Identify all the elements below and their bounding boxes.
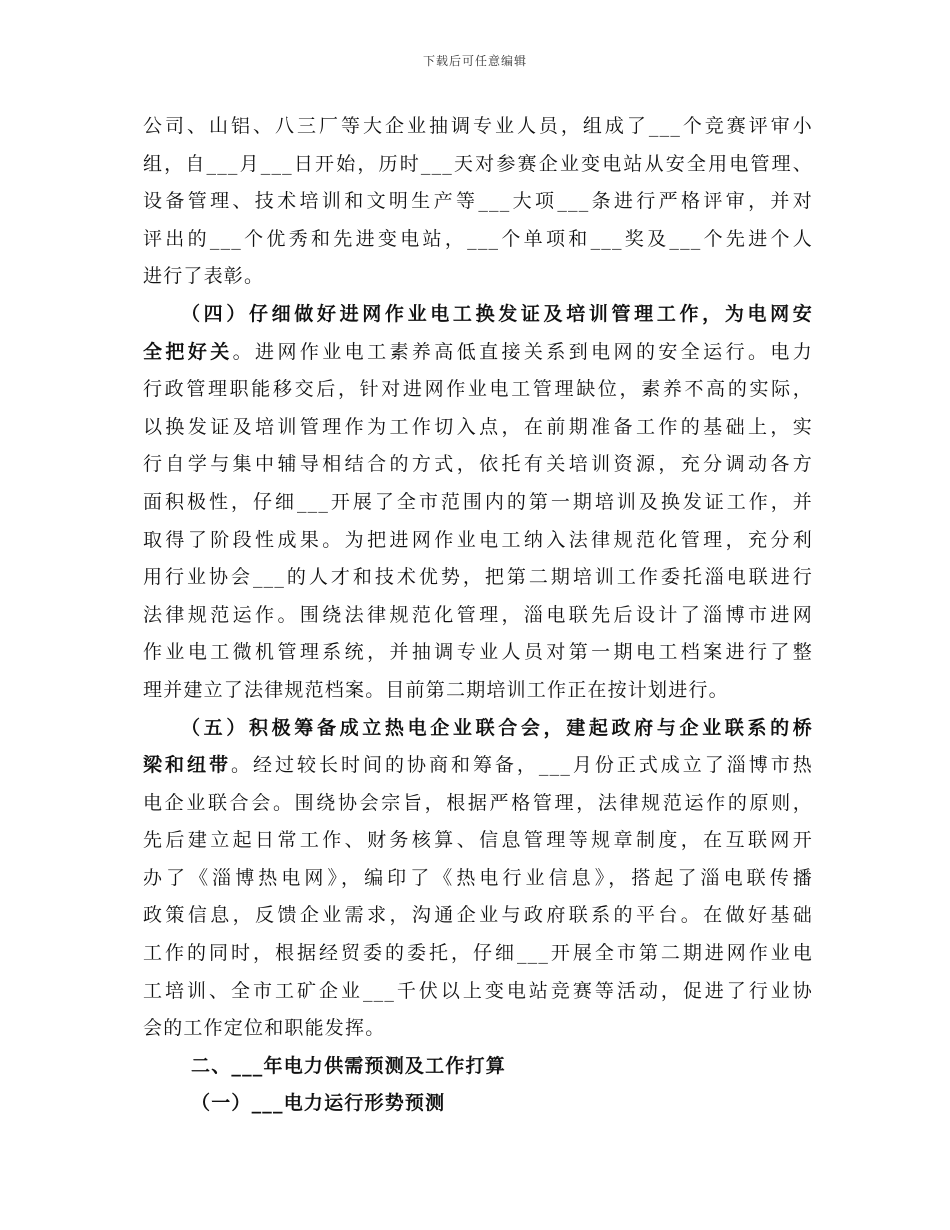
- section-heading: 二、___年电力供需预测及工作打算: [191, 1054, 506, 1077]
- text-line: 评出的___个优秀和先进变电站，___个单项和___奖及___个先进个人: [143, 227, 813, 250]
- bold-heading-end: 梁和纽带: [143, 754, 231, 777]
- text-line: 工培训、全市工矿企业___千伏以上变电站竞赛等活动，促进了行业协: [143, 979, 813, 1002]
- bold-heading-line: （四）仔细做好进网作业电工换发证及培训管理工作，为电网安: [181, 302, 813, 325]
- subsection-heading: （一）___电力运行形势预测: [191, 1092, 446, 1115]
- text-line: 法律规范运作。围绕法律规范化管理，淄电联先后设计了淄博市进网: [143, 603, 813, 626]
- text-line: 会的工作定位和职能发挥。: [143, 1017, 386, 1040]
- text-line: 作业电工微机管理系统，并抽调专业人员对第一期电工档案进行了整: [143, 641, 813, 664]
- text-line: 工作的同时，根据经贸委的委托，仔细___开展全市第二期进网作业电: [143, 942, 813, 965]
- paragraph-electrician-training: [143, 296, 813, 710]
- text-line: 用行业协会___的人才和技术优势，把第二期培训工作委托淄电联进行: [143, 566, 813, 589]
- paragraph-thermal-federation: [143, 710, 813, 1048]
- text-line: 以换发证及培训管理作为工作切入点，在前期准备工作的基础上，实: [143, 415, 813, 438]
- text-line: 设备管理、技术培训和文明生产等___大项___条进行严格评审，并对: [143, 190, 813, 213]
- text-line: 理并建立了法律规范档案。目前第二期培训工作正在按计划进行。: [143, 678, 729, 701]
- text-line: 行政管理职能移交后，针对进网作业电工管理缺位，素养不高的实际，: [143, 378, 813, 401]
- text-run: 。进网作业电工素养高低直接关系到电网的安全运行。电力: [232, 340, 814, 363]
- text-line: 公司、山铝、八三厂等大企业抽调专业人员，组成了___个竞赛评审小: [143, 115, 813, 137]
- text-line: 办了《淄博热电网》，编印了《热电行业信息》，搭起了淄电联传播: [143, 866, 813, 889]
- text-line: 政策信息，反馈企业需求，沟通企业与政府联系的平台。在做好基础: [143, 904, 813, 927]
- text-run: 。经过较长时间的协商和筹备，___月份正式成立了淄博市热: [230, 754, 813, 777]
- paragraph-awards: [143, 108, 813, 296]
- bold-heading-line: （五）积极筹备成立热电企业联合会，建起政府与企业联系的桥: [181, 716, 813, 739]
- text-line: 组，自___月___日开始，历时___天对参赛企业变电站从安全用电管理、: [143, 152, 813, 175]
- text-line: 电企业联合会。围绕协会宗旨，根据严格管理，法律规范运作的原则，: [143, 791, 813, 814]
- text-line: 进行了表彰。: [143, 265, 265, 288]
- bold-heading-end: 全把好关: [143, 340, 233, 363]
- text-line: [143, 334, 813, 372]
- text-line: 先后建立起日常工作、财务核算、信息管理等规章制度，在互联网开: [143, 829, 813, 852]
- text-line: 行自学与集中辅导相结合的方式，依托有关培训资源，充分调动各方: [143, 453, 813, 476]
- document-body: [143, 108, 813, 1123]
- text-line: 取得了阶段性成果。为把进网作业电工纳入法律规范化管理，充分利: [143, 528, 813, 551]
- text-line: [143, 747, 813, 785]
- text-line: 面积极性，仔细___开展了全市范围内的第一期培训及换发证工作，并: [143, 490, 813, 513]
- page-header: 下载后可任意编辑: [422, 54, 527, 68]
